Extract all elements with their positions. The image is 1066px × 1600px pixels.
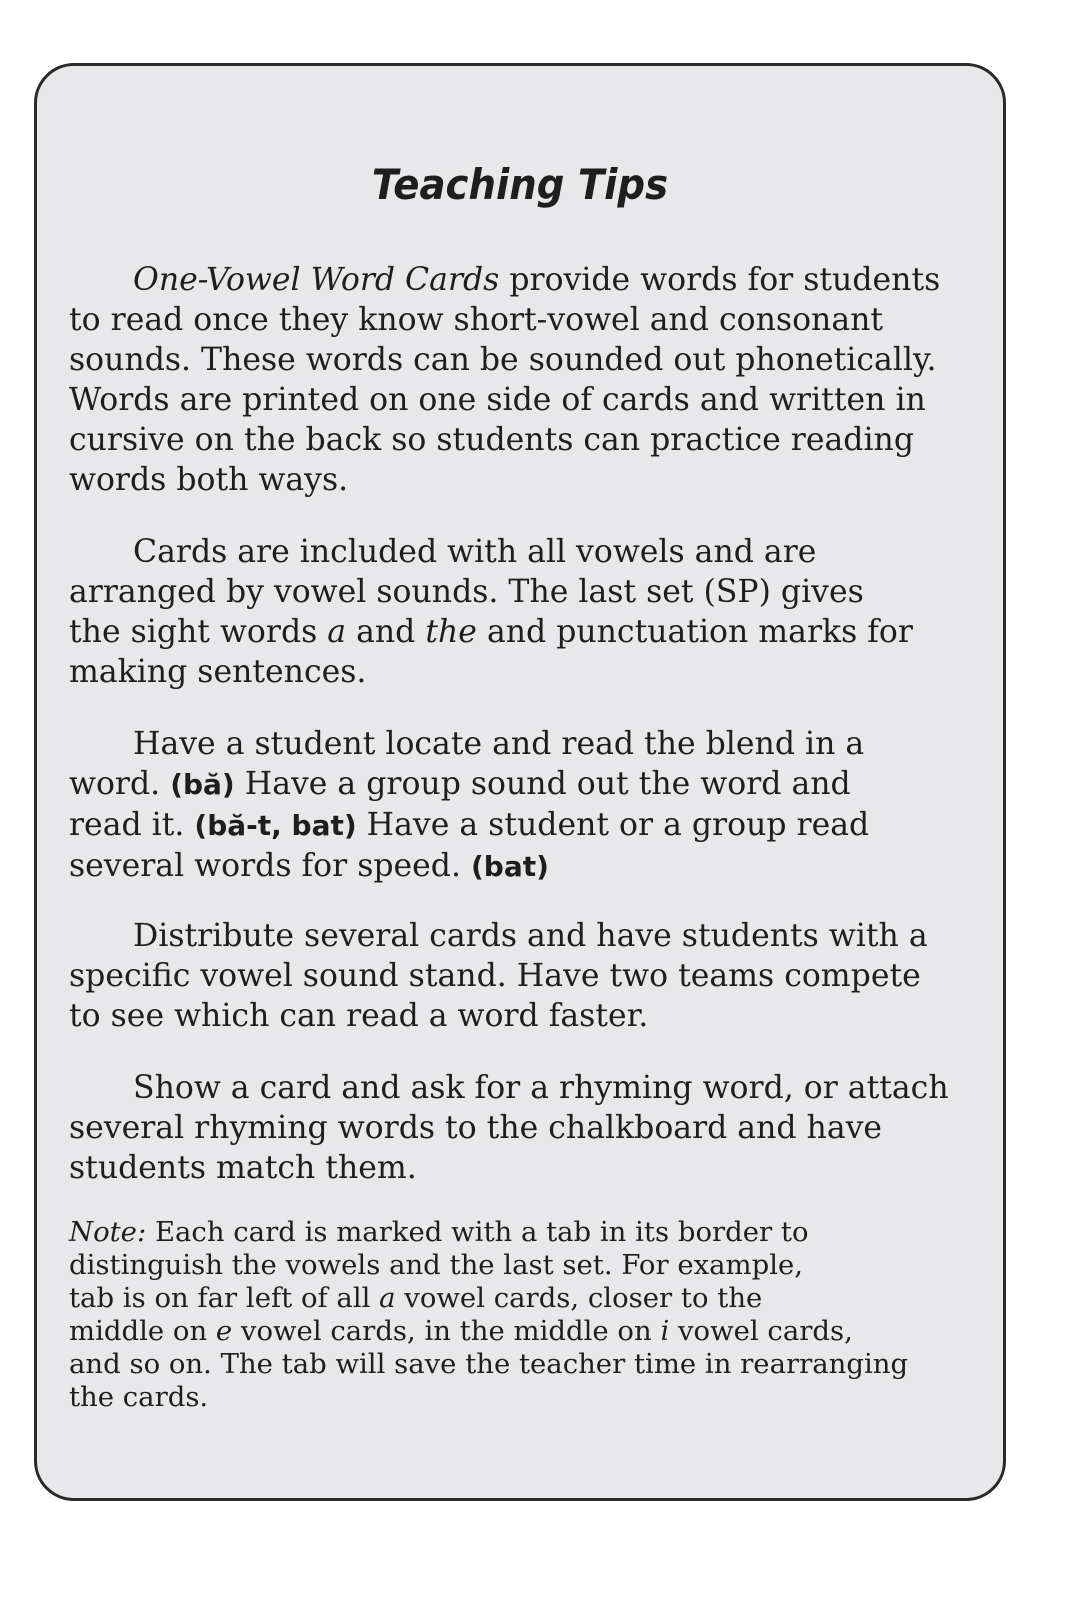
text-run: several words for speed. xyxy=(69,848,471,884)
sight-word: the xyxy=(425,614,477,650)
text-run: vowel cards, in the middle on xyxy=(232,1315,661,1347)
text-line: arranged by vowel sounds. The last set (SP) gives xyxy=(69,574,864,610)
text-line: to read once they know short-vowel and consonant xyxy=(69,302,884,338)
text-run: middle on xyxy=(69,1315,216,1347)
text-line: and so on. The tab will save the teacher time in rearranging xyxy=(69,1348,909,1380)
vowel-letter: i xyxy=(660,1315,670,1347)
pronunciation: (bă-t, bat) xyxy=(194,809,357,842)
text-run: provide words for students xyxy=(499,262,941,298)
teaching-tips-card xyxy=(34,63,1006,1501)
text-run: tab is on far left of all xyxy=(69,1282,380,1314)
text-line xyxy=(69,764,994,805)
text-line: Words are printed on one side of cards and written in xyxy=(69,382,926,418)
text-line: Cards are included with all vowels and are xyxy=(133,534,817,570)
paragraph-intro xyxy=(69,260,994,500)
text-line: words both ways. xyxy=(69,462,349,498)
text-line: making sentences. xyxy=(69,654,367,690)
text-run: vowel cards, xyxy=(669,1315,853,1347)
text-run: Have a group sound out the word and xyxy=(234,766,851,802)
text-run: the sight words xyxy=(69,614,328,650)
vowel-letter: a xyxy=(379,1282,396,1314)
text-run: Each card is marked with a tab in its border to xyxy=(146,1216,809,1248)
text-line xyxy=(69,846,994,887)
text-line: to see which can read a word faster. xyxy=(69,998,649,1034)
paragraph-team-activity xyxy=(69,916,994,1036)
text-run: and xyxy=(346,614,426,650)
text-line xyxy=(69,805,994,846)
note-section xyxy=(69,1216,994,1414)
text-line: sounds. These words can be sounded out phonetically. xyxy=(69,342,937,378)
text-line xyxy=(69,612,994,652)
text-line: specific vowel sound stand. Have two teams compete xyxy=(69,958,921,994)
text-run: Have a student or a group read xyxy=(356,807,870,843)
text-line: Show a card and ask for a rhyming word, or attach xyxy=(133,1070,949,1106)
paragraph-arrangement xyxy=(69,532,994,692)
text-line: cursive on the back so students can practice reading xyxy=(69,422,914,458)
paragraph-rhyming-activity xyxy=(69,1068,994,1188)
text-run: and punctuation marks for xyxy=(476,614,913,650)
text-line: several rhyming words to the chalkboard and have xyxy=(69,1110,883,1146)
text-line xyxy=(69,1315,994,1348)
text-run: word. xyxy=(69,766,171,802)
text-line xyxy=(69,1216,994,1249)
note-label: Note: xyxy=(69,1216,147,1248)
text-line: Have a student locate and read the blend in a xyxy=(133,726,865,762)
product-name: One-Vowel Word Cards xyxy=(133,262,500,298)
pronunciation: (bă) xyxy=(170,768,235,801)
page-title: Teaching Tips xyxy=(371,160,669,209)
text-line: Distribute several cards and have students with a xyxy=(133,918,928,954)
text-run: vowel cards, closer to the xyxy=(395,1282,763,1314)
text-line: the cards. xyxy=(69,1381,209,1413)
pronunciation: (bat) xyxy=(471,850,549,883)
text-run: read it. xyxy=(69,807,195,843)
sight-word: a xyxy=(327,614,347,650)
text-line xyxy=(69,1282,994,1315)
text-line: distinguish the vowels and the last set. For example, xyxy=(69,1249,804,1281)
vowel-letter: e xyxy=(215,1315,233,1347)
text-line xyxy=(69,260,994,300)
text-line: students match them. xyxy=(69,1150,417,1186)
paragraph-blend-activity xyxy=(69,724,994,887)
